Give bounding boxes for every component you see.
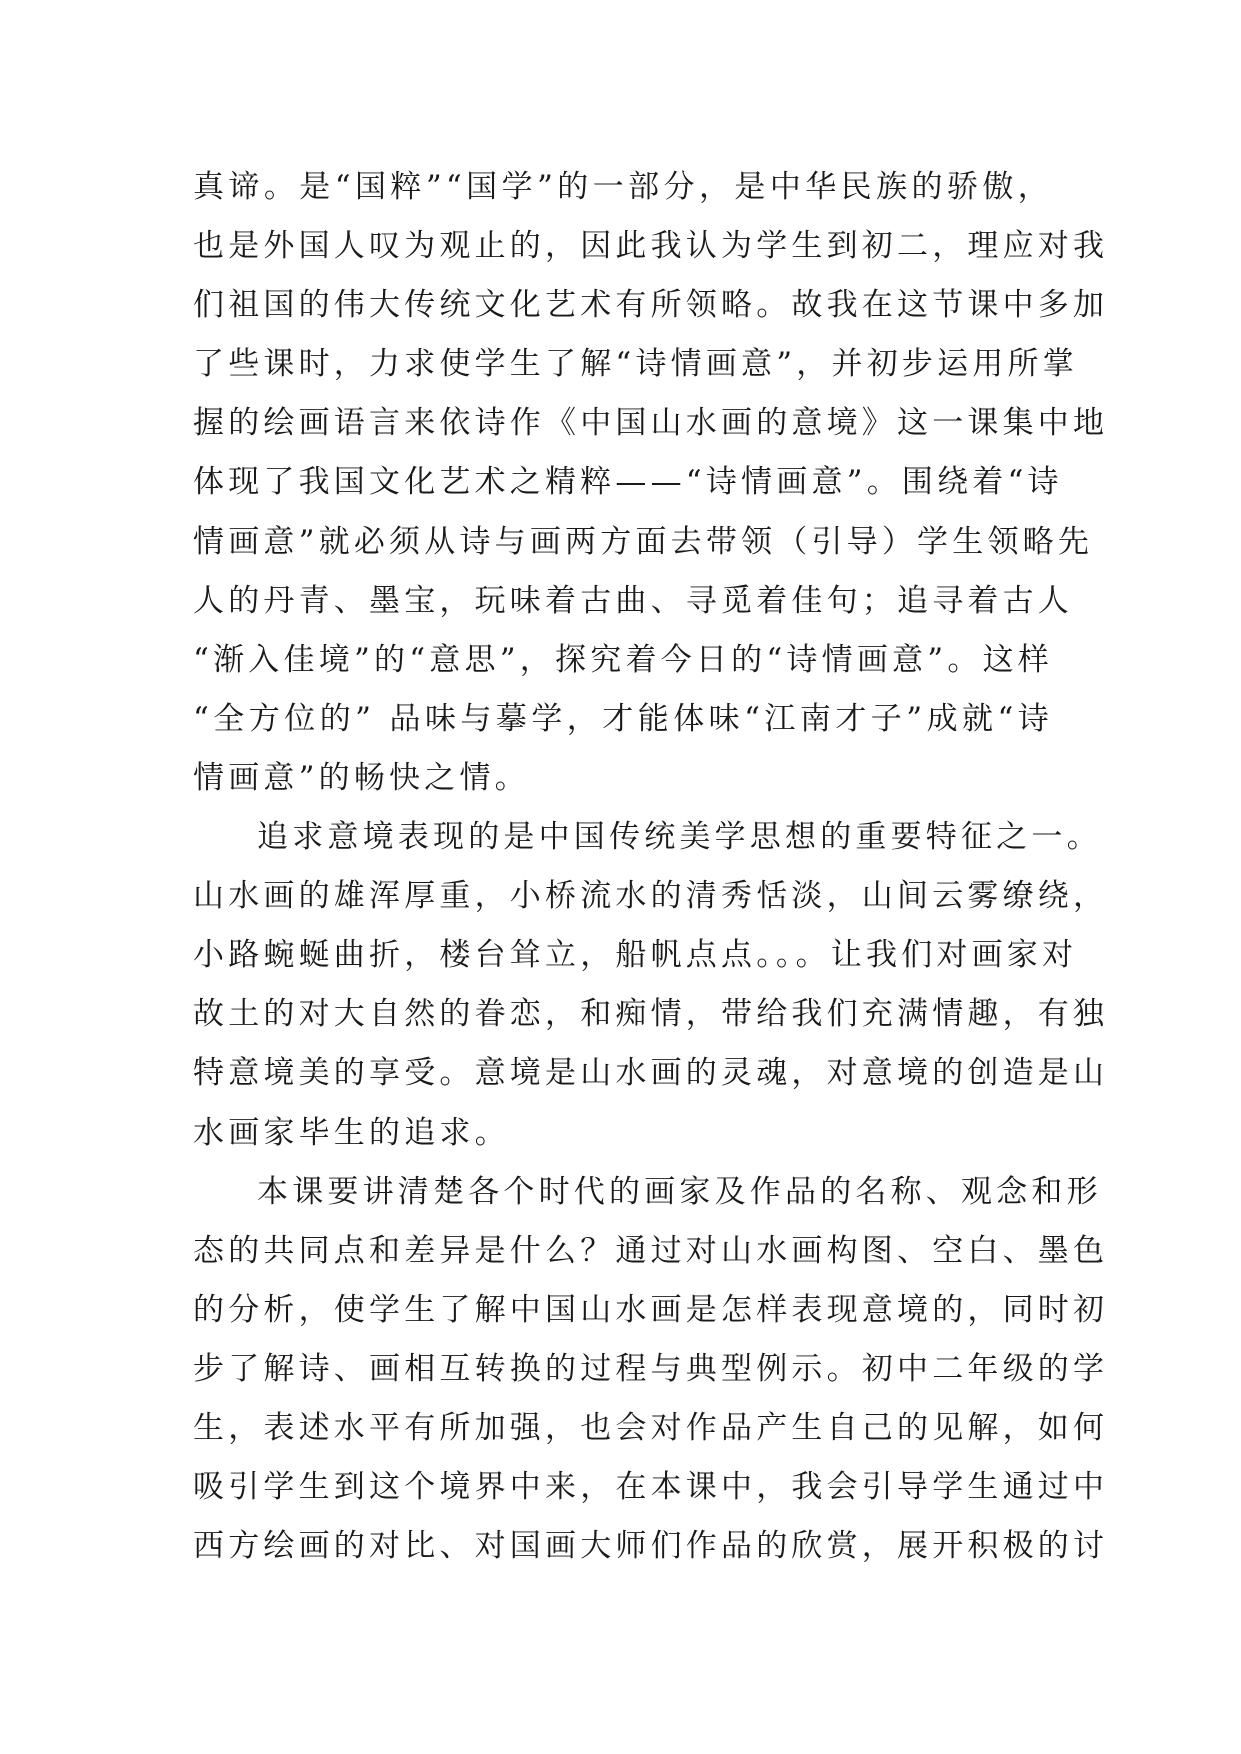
text-line: 步了解诗、画相互转换的过程与典型例示。初中二年级的学 xyxy=(193,1350,1109,1387)
body-text xyxy=(193,158,1109,1576)
text-line: 故土的对大自然的眷恋，和痴情，带给我们充满情趣，有独 xyxy=(193,996,1109,1033)
text-line: 生，表述水平有所加强，也会对作品产生自己的见解，如何 xyxy=(193,1409,1109,1446)
text-line: 吸引学生到这个境界中来，在本课中，我会引导学生通过中 xyxy=(193,1469,1109,1506)
text-line: “渐入佳境”的“意思”，探究着今日的“诗情画意”。这样 xyxy=(193,641,1053,678)
text-line: 握的绘画语言来依诗作《中国山水画的意境》这一课集中地 xyxy=(193,405,1109,442)
paragraph-first-line: 本课要讲清楚各个时代的画家及作品的名称、观念和形 xyxy=(257,1173,1102,1210)
text-line: 了些课时，力求使学生了解“诗情画意”，并初步运用所掌 xyxy=(193,346,1078,383)
text-line: 真谛。是“国粹”“国学”的一部分，是中华民族的骄傲， xyxy=(193,169,1053,205)
text-line: 人的丹青、墨宝，玩味着古曲、寻觅着佳句；追寻着古人 xyxy=(193,582,1073,619)
paragraph-first-line: 追求意境表现的是中国传统美学思想的重要特征之一。 xyxy=(257,819,1102,856)
text-line: 的分析，使学生了解中国山水画是怎样表现意境的，同时初 xyxy=(193,1291,1109,1328)
text-line: 小路蜿蜒曲折，楼台耸立，船帆点点。。。让我们对画家对 xyxy=(193,937,1078,974)
text-line: 情画意”就必须从诗与画两方面去带领（引导）学生领略先 xyxy=(193,523,1094,560)
text-line: 们祖国的伟大传统文化艺术有所领略。故我在这节课中多加 xyxy=(193,287,1109,324)
text-line: 山水画的雄浑厚重，小桥流水的清秀恬淡，山间云雾缭绕， xyxy=(193,878,1109,915)
text-line: 也是外国人叹为观止的，因此我认为学生到初二，理应对我 xyxy=(193,228,1109,265)
text-line: 态的共同点和差异是什么？通过对山水画构图、空白、墨色 xyxy=(193,1232,1109,1269)
text-line: 水画家毕生的追求。 xyxy=(193,1114,510,1151)
text-line: 体现了我国文化艺术之精粹——“诗情画意”。围绕着“诗 xyxy=(193,464,1063,501)
text-line: 情画意”的畅快之情。 xyxy=(193,759,530,796)
text-line: 西方绘画的对比、对国画大师们作品的欣赏，展开积极的讨 xyxy=(193,1528,1109,1565)
text-line: 特意境美的享受。意境是山水画的灵魂，对意境的创造是山 xyxy=(193,1055,1109,1092)
text-line: “全方位的” 品味与摹学，才能体味“江南才子”成就“诗 xyxy=(193,700,1053,737)
